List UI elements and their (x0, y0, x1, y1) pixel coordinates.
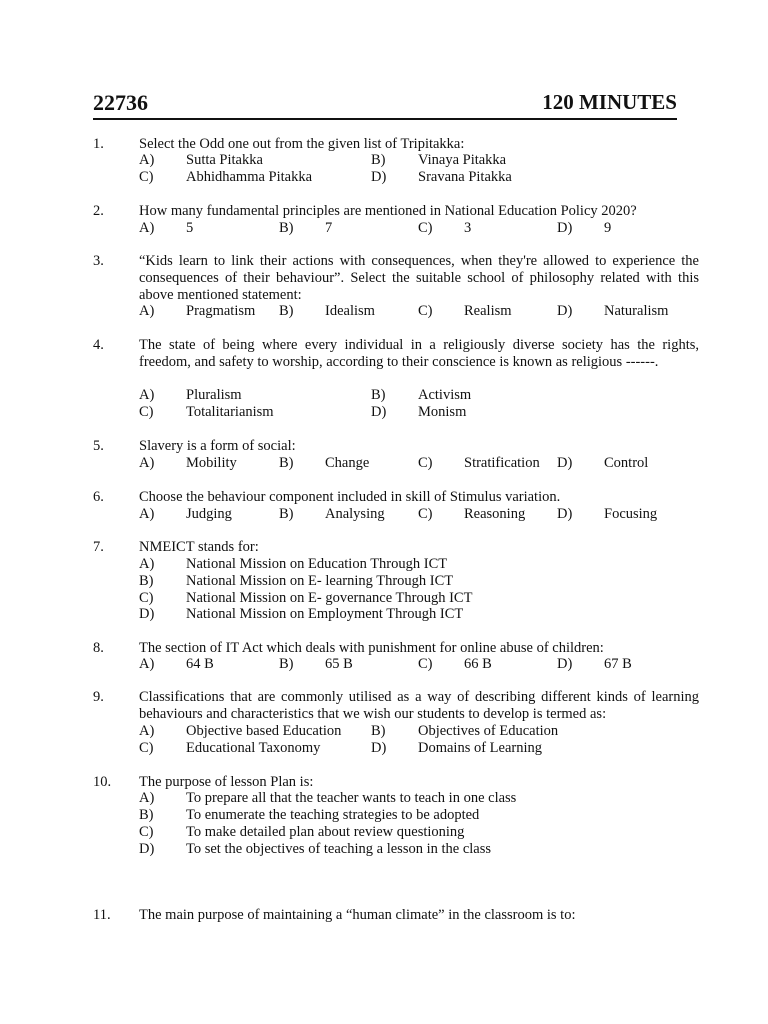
option-text: Stratification (464, 455, 540, 471)
question-number: 2. (93, 203, 104, 219)
question-number: 8. (93, 640, 104, 656)
option-text: To make detailed plan about review questioning (186, 824, 465, 840)
question-text: Classifications that are commonly utilised as a way of describing different kinds of learning behaviours and characteristics that we wish our students to develop is termed as: (139, 689, 699, 722)
option-letter: C) (418, 303, 433, 319)
option-text: 9 (604, 220, 612, 236)
option-text: To set the objectives of teaching a lesson in the class (186, 841, 492, 857)
option-text: Analysing (325, 506, 385, 522)
option-text: Vinaya Pitakka (418, 152, 507, 168)
question-text: Choose the behaviour component included in skill of Stimulus variation. (139, 489, 561, 505)
option-letter: A) (139, 790, 155, 806)
option-letter: D) (371, 404, 387, 420)
option-text: Naturalism (604, 303, 669, 319)
option-text: 67 B (604, 656, 632, 672)
option-text: Monism (418, 404, 467, 420)
option-letter: A) (139, 387, 155, 403)
option-text: Pragmatism (186, 303, 256, 319)
option-text: Objective based Education (186, 723, 342, 739)
question-number: 7. (93, 539, 104, 555)
option-letter: D) (139, 606, 155, 622)
option-text: Abhidhamma Pitakka (186, 169, 313, 185)
option-letter: B) (371, 152, 386, 168)
option-text: Idealism (325, 303, 375, 319)
option-text: Objectives of Education (418, 723, 559, 739)
option-letter: C) (139, 824, 154, 840)
option-letter: D) (557, 455, 573, 471)
question-text: “Kids learn to link their actions with consequences, when they're allowed to experience the consequences of their behaviour”. Select the suitable school of philosophy related with this above mentioned statement: (139, 253, 699, 303)
option-text: 66 B (464, 656, 492, 672)
question-number: 9. (93, 689, 104, 705)
option-text: Reasoning (464, 506, 526, 522)
option-letter: D) (557, 656, 573, 672)
question-number: 4. (93, 337, 104, 353)
question-number: 6. (93, 489, 104, 505)
option-letter: C) (418, 455, 433, 471)
option-text: Sravana Pitakka (418, 169, 512, 185)
option-letter: B) (279, 506, 294, 522)
option-letter: A) (139, 506, 155, 522)
question-text: The section of IT Act which deals with punishment for online abuse of children: (139, 640, 604, 656)
option-text: 64 B (186, 656, 214, 672)
option-letter: C) (418, 220, 433, 236)
option-text: Sutta Pitakka (186, 152, 263, 168)
option-text: National Mission on E- governance Through ICT (186, 590, 473, 606)
option-letter: B) (139, 807, 154, 823)
option-letter: B) (279, 220, 294, 236)
option-text: Totalitarianism (186, 404, 274, 420)
option-text: Change (325, 455, 370, 471)
option-text: National Mission on Employment Through ICT (186, 606, 464, 622)
option-letter: B) (371, 723, 386, 739)
question-text: The main purpose of maintaining a “human climate” in the classroom is to: (139, 907, 576, 923)
question-text: The purpose of lesson Plan is: (139, 774, 314, 790)
question-text: Select the Odd one out from the given list of Tripitakka: (139, 136, 465, 152)
option-letter: D) (557, 303, 573, 319)
option-text: 5 (186, 220, 194, 236)
option-letter: A) (139, 455, 155, 471)
option-text: To enumerate the teaching strategies to be adopted (186, 807, 480, 823)
option-letter: A) (139, 303, 155, 319)
option-text: Realism (464, 303, 512, 319)
option-letter: D) (371, 169, 387, 185)
option-letter: A) (139, 556, 155, 572)
option-letter: C) (139, 590, 154, 606)
option-text: 65 B (325, 656, 353, 672)
paper-code: 22736 (93, 90, 148, 115)
option-letter: B) (279, 303, 294, 319)
question-text: NMEICT stands for: (139, 539, 259, 555)
option-text: Pluralism (186, 387, 242, 403)
question-number: 11. (93, 907, 111, 923)
question-number: 5. (93, 438, 104, 454)
option-letter: D) (139, 841, 155, 857)
option-text: National Mission on Education Through ICT (186, 556, 448, 572)
option-text: 7 (325, 220, 333, 236)
option-letter: A) (139, 220, 155, 236)
option-letter: A) (139, 152, 155, 168)
option-letter: B) (279, 455, 294, 471)
option-text: To prepare all that the teacher wants to teach in one class (186, 790, 517, 806)
option-letter: D) (557, 220, 573, 236)
option-letter: C) (418, 506, 433, 522)
option-text: Focusing (604, 506, 658, 522)
option-letter: D) (557, 506, 573, 522)
option-text: Control (604, 455, 649, 471)
option-letter: C) (139, 404, 154, 420)
option-letter: B) (279, 656, 294, 672)
option-text: Mobility (186, 455, 237, 471)
option-letter: D) (371, 740, 387, 756)
option-letter: A) (139, 723, 155, 739)
option-letter: C) (418, 656, 433, 672)
question-text: Slavery is a form of social: (139, 438, 296, 454)
option-text: Domains of Learning (418, 740, 543, 756)
question-number: 10. (93, 774, 112, 790)
question-text: How many fundamental principles are mentioned in National Education Policy 2020? (139, 203, 637, 219)
page-header (93, 90, 677, 118)
option-text: National Mission on E- learning Through ICT (186, 573, 454, 589)
option-letter: B) (371, 387, 386, 403)
option-letter: A) (139, 656, 155, 672)
option-text: Activism (418, 387, 472, 403)
question-number: 3. (93, 253, 104, 269)
exam-duration: 120 MINUTES (542, 90, 677, 114)
option-text: 3 (464, 220, 472, 236)
option-letter: C) (139, 169, 154, 185)
option-letter: C) (139, 740, 154, 756)
option-letter: B) (139, 573, 154, 589)
question-text: The state of being where every individual in a religiously diverse society has the rights, freedom, and safety to worship, according to their conscience is known as religious ------. (139, 337, 699, 370)
header-rule (93, 118, 677, 120)
option-text: Judging (186, 506, 232, 522)
question-number: 1. (93, 136, 104, 152)
option-text: Educational Taxonomy (186, 740, 321, 756)
